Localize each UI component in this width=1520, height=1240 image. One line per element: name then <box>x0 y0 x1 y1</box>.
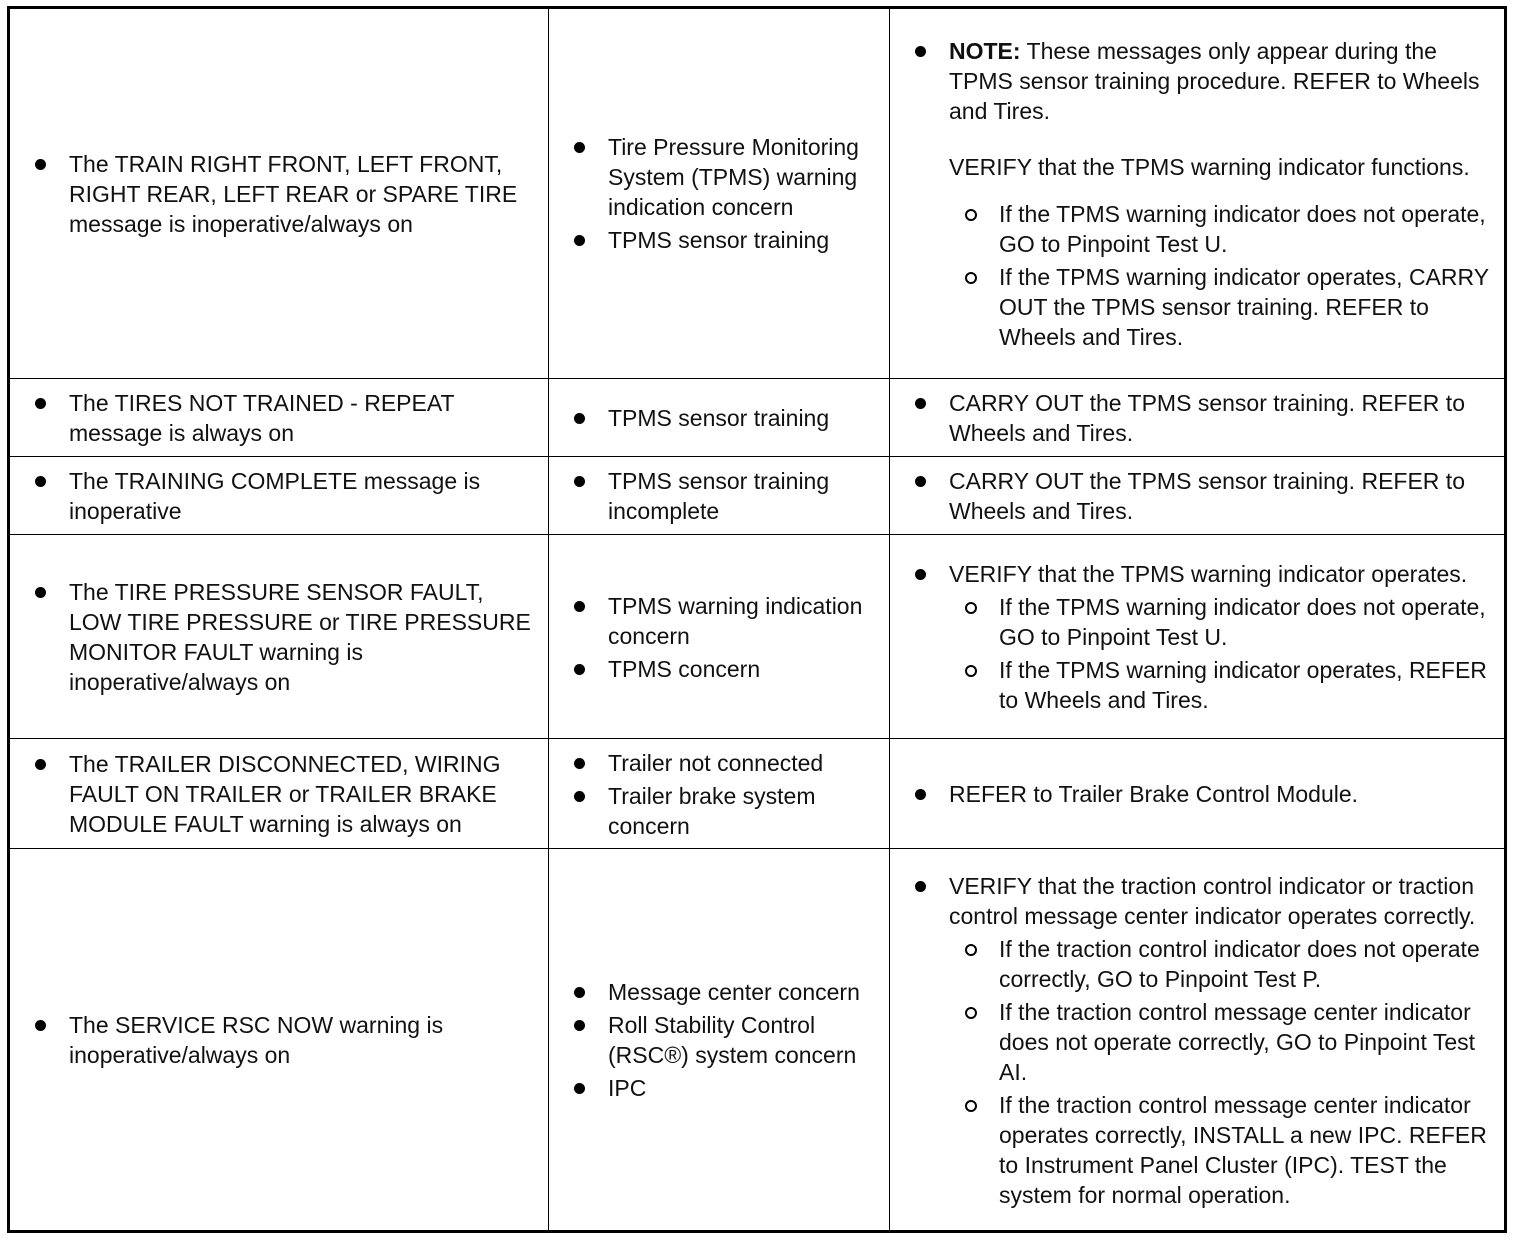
table-row <box>10 848 1504 1231</box>
action-sub-item: If the TPMS warning indicator does not operate, GO to Pinpoint Test U. <box>962 592 1498 652</box>
cause-cell <box>549 9 890 378</box>
symptom-text: The TRAILER DISCONNECTED, WIRING FAULT ON TRAILER or TRAILER BRAKE MODULE FAULT warning is always on <box>32 749 540 839</box>
cause-item: TPMS warning indication concern <box>571 591 885 651</box>
action-cell <box>890 535 1504 739</box>
symptom-cell <box>10 739 549 849</box>
table-row <box>10 738 1504 849</box>
note-item <box>912 36 1498 126</box>
action-text: VERIFY that the TPMS warning indicator functions. <box>949 153 1470 180</box>
table-row <box>10 9 1504 378</box>
cause-cell <box>549 739 890 849</box>
symptom-text: The TRAIN RIGHT FRONT, LEFT FRONT, RIGHT REAR, LEFT REAR or SPARE TIRE message is inoperative/always on <box>32 149 540 239</box>
cause-item: Roll Stability Control (RSC®) system concern <box>571 1010 885 1070</box>
cause-item: TPMS sensor training <box>571 403 885 433</box>
action-cell <box>890 457 1504 535</box>
symptom-cell <box>10 9 549 378</box>
action-sub-item: If the traction control message center indicator operates correctly, INSTALL a new IPC. REFER to Instrument Panel Cluster (IPC). TEST the system for normal operation. <box>962 1090 1498 1210</box>
cause-item: TPMS sensor training incomplete <box>571 466 885 526</box>
table-row <box>10 534 1504 739</box>
action-sub-item: If the TPMS warning indicator operates, REFER to Wheels and Tires. <box>962 655 1498 715</box>
cause-cell <box>549 457 890 535</box>
cause-item: Trailer not connected <box>571 748 885 778</box>
symptom-cell <box>10 379 549 457</box>
action-text: CARRY OUT the TPMS sensor training. REFER to Wheels and Tires. <box>912 388 1498 448</box>
action-cell <box>890 849 1504 1231</box>
note-label: NOTE: <box>949 37 1021 64</box>
action-text: VERIFY that the traction control indicator or traction control message center indicator operates correctly. <box>912 871 1498 931</box>
symptom-cell <box>10 457 549 535</box>
action-cell <box>890 739 1504 849</box>
symptom-text: The TRAINING COMPLETE message is inoperative <box>32 466 540 526</box>
action-sub-item: If the TPMS warning indicator operates, CARRY OUT the TPMS sensor training. REFER to Wheels and Tires. <box>962 262 1498 352</box>
cause-item: Tire Pressure Monitoring System (TPMS) warning indication concern <box>571 132 885 222</box>
table-row <box>10 378 1504 457</box>
note-text: These messages only appear during the TPMS sensor training procedure. REFER to Wheels and Tires. <box>949 37 1480 124</box>
table-row <box>10 456 1504 535</box>
symptom-cell <box>10 535 549 739</box>
cause-item: TPMS sensor training <box>571 225 885 255</box>
cause-item: Trailer brake system concern <box>571 781 885 841</box>
action-text: CARRY OUT the TPMS sensor training. REFER to Wheels and Tires. <box>912 466 1498 526</box>
symptom-cell <box>10 849 549 1231</box>
action-cell <box>890 379 1504 457</box>
action-sub-item: If the traction control indicator does not operate correctly, GO to Pinpoint Test P. <box>962 934 1498 994</box>
cause-cell <box>549 535 890 739</box>
action-text: VERIFY that the TPMS warning indicator operates. <box>912 559 1498 589</box>
cause-item: IPC <box>571 1073 885 1103</box>
cause-item: Message center concern <box>571 977 885 1007</box>
cause-cell <box>549 379 890 457</box>
symptom-text: The TIRES NOT TRAINED - REPEAT message is always on <box>32 388 540 448</box>
diagnostic-table <box>7 6 1507 1233</box>
action-cell <box>890 9 1504 378</box>
action-text: REFER to Trailer Brake Control Module. <box>912 779 1498 809</box>
action-sub-item: If the TPMS warning indicator does not operate, GO to Pinpoint Test U. <box>962 199 1498 259</box>
symptom-text: The SERVICE RSC NOW warning is inoperative/always on <box>32 1010 540 1070</box>
action-sub-item: If the traction control message center indicator does not operate correctly, GO to Pinpoint Test AI. <box>962 997 1498 1087</box>
symptom-text: The TIRE PRESSURE SENSOR FAULT, LOW TIRE PRESSURE or TIRE PRESSURE MONITOR FAULT warning is inoperative/always on <box>32 577 540 697</box>
cause-item: TPMS concern <box>571 654 885 684</box>
cause-cell <box>549 849 890 1231</box>
